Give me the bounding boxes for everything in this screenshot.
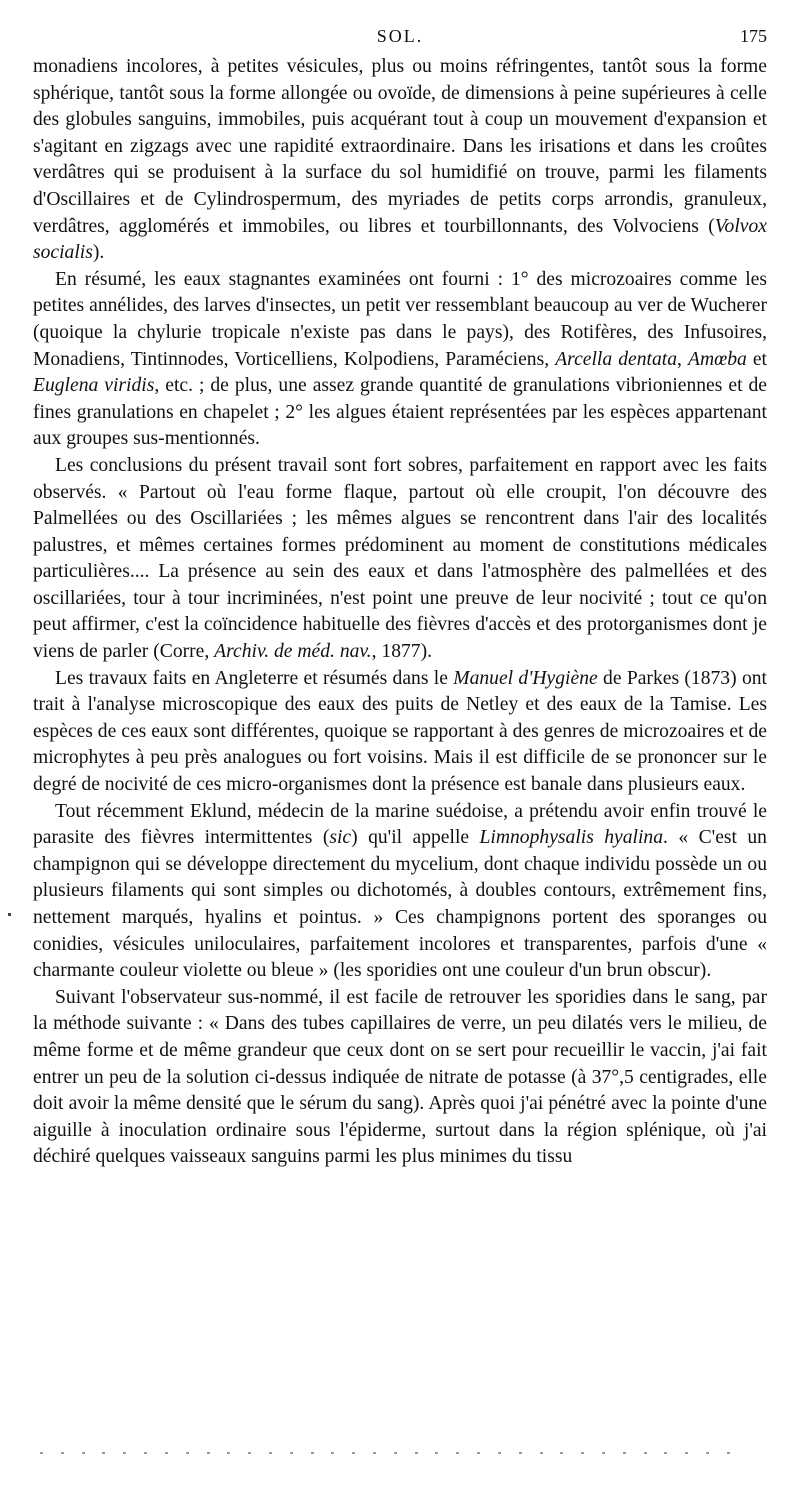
footer-dot (685, 1452, 688, 1454)
text-run: , etc. ; de plus, une assez grande quantité de granulations vibrioniennes et de fines granulations en chapelet ; 2° les algues étaient représentées par les espèces appartenant aux groupes sus-mentionnés. (33, 375, 767, 450)
footer-dot (644, 1452, 647, 1454)
book-page (33, 26, 767, 1171)
footer-dot (602, 1452, 605, 1454)
footer-dot (415, 1452, 418, 1454)
italic-text: Archiv. de méd. nav. (214, 641, 372, 663)
footer-dot (144, 1452, 147, 1454)
footer-dot (290, 1452, 293, 1454)
footer-dot (435, 1452, 438, 1454)
footer-dot (352, 1452, 355, 1454)
italic-text: Amœba (688, 348, 747, 370)
footer-dot (102, 1452, 105, 1454)
footer-dot (82, 1452, 85, 1454)
margin-speck (8, 913, 11, 916)
italic-text: Limnophysalis hyalina (479, 827, 664, 849)
text-run: Les conclusions du présent travail sont fort sobres, parfaitement en rapport avec les faits observés. « Partout où l'eau forme flaque, partout où elle croupit, l'on découvre des Palmellées ou des Oscillariées ; les mêmes algues se rencontrent dans l'air des localités palustres, et mêmes certaines formes prédominent au moment de constitutions médicales particulières.... La présence au sein des eaux et dans l'atmosphère des palmellées et des oscillariées, tour à tour incriminées, n'est point une preuve de leur nocivité ; tout ce qu'on peut affirmer, c'est la coïncidence habituelle des fièvres d'accès et des protorganismes dont je viens de parler (Corre, (33, 454, 767, 663)
page-number: 175 (740, 26, 767, 46)
footer-dot (394, 1452, 397, 1454)
footer-dot (123, 1452, 126, 1454)
footer-dot (40, 1452, 43, 1454)
text-run: Tout récemment Eklund, médecin de la marine suédoise, a prétendu avoir enfin trouvé le parasite des fièvres intermittentes ( (33, 800, 767, 849)
text-run: et (746, 348, 768, 370)
running-title: SOL. (376, 26, 424, 46)
text-run: , (677, 348, 688, 370)
footer-dot (373, 1452, 376, 1454)
text-run: , 1877). (371, 641, 433, 663)
footer-dot (706, 1452, 709, 1454)
paragraph (33, 267, 767, 453)
footer-dot (498, 1452, 501, 1454)
footer-dot (207, 1452, 210, 1454)
text-run: Les travaux faits en Angleterre et résumés dans le (55, 667, 454, 689)
paragraph (33, 799, 767, 985)
footer-dot (456, 1452, 459, 1454)
footer-dot (519, 1452, 522, 1454)
text-run: ). (92, 242, 105, 264)
footer-dot (623, 1452, 626, 1454)
italic-text: Manuel d'Hygiène (453, 667, 598, 689)
footer-dot (248, 1452, 251, 1454)
text-run: Suivant l'observateur sus-nommé, il est facile de retrouver les sporidies dans le sang, par la méthode suivante : « Dans des tubes capillaires de verre, un peu dilatés vers le milieu, de même forme et de même grandeur que ceux dont on se sert pour recueillir le vaccin, j'ai fait entrer un peu de la solution ci-dessus indiquée de nitrate de potasse (à 37°,5 centigrades, elle doit avoir la même densité que le sérum du sang). Après quoi j'ai pénétré avec la pointe d'une aiguille à inoculation ordinaire sous l'épiderme, surtout dans la région splénique, où j'ai déchiré quelques vaisseaux sanguins parmi les plus minimes du tissu (33, 986, 767, 1168)
body-text (33, 54, 767, 1171)
footer-bleed-through (40, 1452, 730, 1456)
footer-dot (227, 1452, 230, 1454)
footer-dot (165, 1452, 168, 1454)
footer-dot (269, 1452, 272, 1454)
paragraph (33, 666, 767, 799)
footer-dot (581, 1452, 584, 1454)
footer-dot (61, 1452, 64, 1454)
text-run: . « C'est un champignon qui se développe directement du mycelium, dont chaque individu possède un ou plusieurs filaments qui sont simples ou dichotomés, à doubles contours, extrêmement fins, nettement marqués, hyalins et pointus. » Ces champignons portent des sporanges ou conidies, vésicules uniloculaires, parfaitement incolores et transparentes, parfois d'une « charmante couleur violette ou bleue » (les sporidies ont une couleur d'un brun obscur). (33, 827, 767, 982)
footer-dot (560, 1452, 563, 1454)
footer-dot (311, 1452, 314, 1454)
text-run: ) qu'il appelle (351, 827, 480, 849)
italic-text: Euglena viridis (33, 375, 155, 397)
italic-text: Volvox socialis (33, 215, 767, 264)
text-run: de Parkes (1873) ont trait à l'analyse microscopique des eaux des puits de Netley et des eaux de la Tamise. Les espèces de ces eaux sont différentes, quoique se rapportant à des genres de microzoaires et de microphytes à peu près analogues ou fort voisins. Mais il est difficile de se prononcer sur le degré de nocivité de ces micro-organismes dont la présence est banale dans plusieurs eaux. (33, 667, 767, 796)
footer-dot (186, 1452, 189, 1454)
running-header (33, 26, 767, 54)
footer-dot (477, 1452, 480, 1454)
paragraph (33, 453, 767, 666)
footer-dot (540, 1452, 543, 1454)
footer-dot (331, 1452, 334, 1454)
paragraph (33, 985, 767, 1171)
footer-dot (664, 1452, 667, 1454)
text-run: En résumé, les eaux stagnantes examinées ont fourni : 1° des microzoaires comme les petites annélides, des larves d'insectes, un petit ver ressemblant beaucoup au ver de Wucherer (quoique la chylurie tropicale n'existe pas dans le pays), des Rotifères, des Infusoires, Monadiens, Tintinnodes, Vorticelliens, Kolpodiens, Paraméciens, (33, 268, 767, 370)
paragraph-continued (33, 54, 767, 267)
italic-text: sic (329, 827, 352, 849)
text-run: monadiens incolores, à petites vésicules, plus ou moins réfringentes, tantôt sous la forme sphérique, tantôt sous la forme allongée ou ovoïde, de dimensions à peine supérieures à celle des globules sanguins, immobiles, puis acquérant tout à coup un mouvement d'expansion et s'agitant en zigzags avec une rapidité extraordinaire. Dans les irisations et dans les croûtes verdâtres qui se produisent à la surface du sol humidifié on trouve, parmi les filaments d'Oscillaires et de Cylindrospermum, des myriades de petits corps arrondis, granuleux, verdâtres, agglomérés et immobiles, ou libres et tourbillonnants, des Volvociens ( (33, 56, 767, 237)
italic-text: Arcella dentata (555, 348, 678, 370)
footer-dot (727, 1452, 730, 1454)
